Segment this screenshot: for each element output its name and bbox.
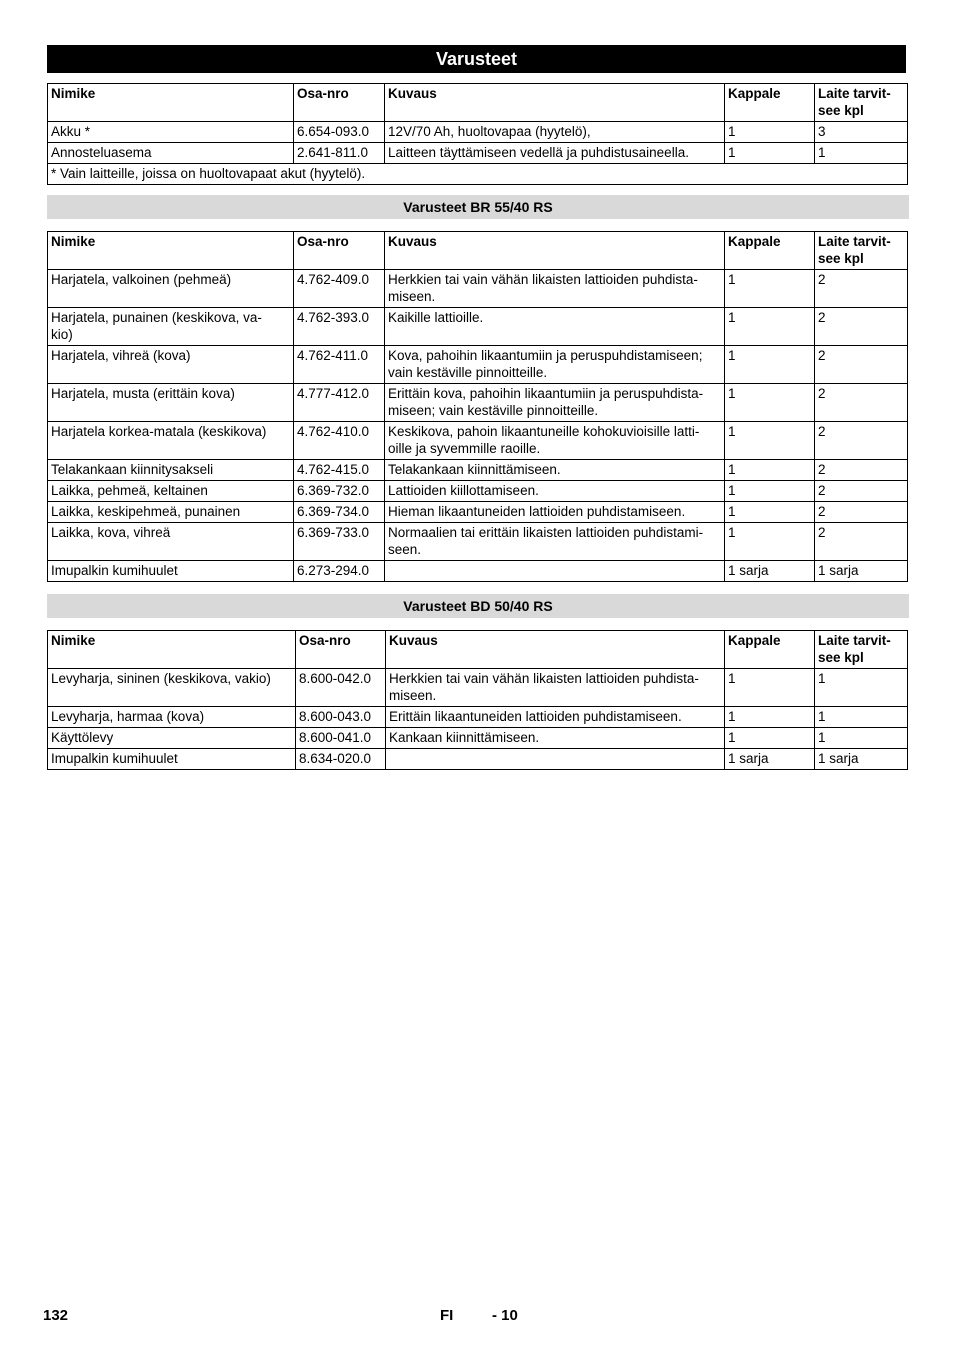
table-row bbox=[48, 422, 908, 460]
cell-required-qty: 1 bbox=[815, 707, 908, 728]
cell-name: Akku * bbox=[48, 122, 294, 143]
column-header-quantity: Kappale bbox=[725, 631, 815, 669]
cell-description: Erittäin likaantuneiden lattioiden puhdistamiseen. bbox=[386, 707, 725, 728]
cell-required-qty: 2 bbox=[815, 422, 908, 460]
cell-required-qty: 2 bbox=[815, 481, 908, 502]
cell-description: Telakankaan kiinnittämiseen. bbox=[385, 460, 725, 481]
cell-name: Imupalkin kumihuulet bbox=[48, 561, 294, 582]
cell-description: Kaikille lattioille. bbox=[385, 308, 725, 346]
cell-description: Hieman likaantuneiden lattioiden puhdistamiseen. bbox=[385, 502, 725, 523]
cell-name: Harjatela, valkoinen (pehmeä) bbox=[48, 270, 294, 308]
cell-description: Herkkien tai vain vähän likaisten lattioiden puhdista- miseen. bbox=[386, 669, 725, 707]
cell-quantity: 1 bbox=[725, 707, 815, 728]
table-row bbox=[48, 270, 908, 308]
table-header-row bbox=[48, 84, 908, 122]
column-header-part-number: Osa-nro bbox=[294, 84, 385, 122]
cell-quantity: 1 bbox=[725, 270, 815, 308]
cell-quantity: 1 bbox=[725, 523, 815, 561]
accessories-bd-table bbox=[47, 630, 908, 770]
cell-description: Keskikova, pahoin likaantuneille kohokuvioisille latti- oille ja syvemmille raoille. bbox=[385, 422, 725, 460]
cell-part-number: 4.762-415.0 bbox=[294, 460, 385, 481]
cell-required-qty: 2 bbox=[815, 460, 908, 481]
cell-description: Erittäin kova, pahoihin likaantumiin ja peruspuhdista- miseen; vain kestäville pinnoitteille. bbox=[385, 384, 725, 422]
table-row bbox=[48, 749, 908, 770]
cell-required-qty: 1 bbox=[815, 728, 908, 749]
cell-required-qty: 2 bbox=[815, 502, 908, 523]
table-row bbox=[48, 502, 908, 523]
cell-part-number: 8.600-043.0 bbox=[296, 707, 386, 728]
cell-description: Kova, pahoihin likaantumiin ja peruspuhdistamiseen; vain kestäville pinnoitteille. bbox=[385, 346, 725, 384]
table-header-row bbox=[48, 232, 908, 270]
section-title-br: Varusteet BR 55/40 RS bbox=[47, 195, 909, 219]
column-header-required-qty: Laite tarvit- see kpl bbox=[815, 232, 908, 270]
cell-required-qty: 2 bbox=[815, 346, 908, 384]
table-row bbox=[48, 346, 908, 384]
cell-description bbox=[385, 561, 725, 582]
cell-quantity: 1 bbox=[725, 728, 815, 749]
cell-part-number: 4.777-412.0 bbox=[294, 384, 385, 422]
table-row bbox=[48, 523, 908, 561]
cell-quantity: 1 bbox=[725, 481, 815, 502]
cell-part-number: 6.369-734.0 bbox=[294, 502, 385, 523]
cell-quantity: 1 bbox=[725, 308, 815, 346]
cell-quantity: 1 bbox=[725, 669, 815, 707]
column-header-part-number: Osa-nro bbox=[296, 631, 386, 669]
column-header-required-qty: Laite tarvit- see kpl bbox=[815, 631, 908, 669]
cell-quantity: 1 bbox=[725, 502, 815, 523]
cell-description: 12V/70 Ah, huoltovapaa (hyytelö), bbox=[385, 122, 725, 143]
section-title-bd: Varusteet BD 50/40 RS bbox=[47, 594, 909, 618]
cell-quantity: 1 bbox=[725, 122, 815, 143]
cell-part-number: 4.762-411.0 bbox=[294, 346, 385, 384]
table-row bbox=[48, 460, 908, 481]
cell-quantity: 1 bbox=[725, 460, 815, 481]
table-row bbox=[48, 122, 908, 143]
cell-required-qty: 2 bbox=[815, 523, 908, 561]
cell-description: Kankaan kiinnittämiseen. bbox=[386, 728, 725, 749]
table-row bbox=[48, 384, 908, 422]
cell-name: Harjatela, punainen (keskikova, va- kio) bbox=[48, 308, 294, 346]
cell-description: Lattioiden kiillottamiseen. bbox=[385, 481, 725, 502]
cell-part-number: 2.641-811.0 bbox=[294, 143, 385, 164]
cell-part-number: 4.762-409.0 bbox=[294, 270, 385, 308]
cell-part-number: 6.654-093.0 bbox=[294, 122, 385, 143]
cell-quantity: 1 bbox=[725, 346, 815, 384]
cell-name: Käyttölevy bbox=[48, 728, 296, 749]
table-row bbox=[48, 728, 908, 749]
cell-name: Harjatela, musta (erittäin kova) bbox=[48, 384, 294, 422]
cell-name: Laikka, pehmeä, keltainen bbox=[48, 481, 294, 502]
cell-part-number: 8.634-020.0 bbox=[296, 749, 386, 770]
cell-description: Herkkien tai vain vähän likaisten lattioiden puhdista- miseen. bbox=[385, 270, 725, 308]
cell-name: Laikka, keskipehmeä, punainen bbox=[48, 502, 294, 523]
cell-quantity: 1 bbox=[725, 143, 815, 164]
table-row bbox=[48, 308, 908, 346]
column-header-name: Nimike bbox=[48, 232, 294, 270]
column-header-name: Nimike bbox=[48, 84, 294, 122]
cell-required-qty: 2 bbox=[815, 270, 908, 308]
column-header-part-number: Osa-nro bbox=[294, 232, 385, 270]
table-header-row bbox=[48, 631, 908, 669]
cell-name: Levyharja, sininen (keskikova, vakio) bbox=[48, 669, 296, 707]
column-header-quantity: Kappale bbox=[725, 232, 815, 270]
cell-quantity: 1 bbox=[725, 422, 815, 460]
column-header-description: Kuvaus bbox=[385, 232, 725, 270]
column-header-description: Kuvaus bbox=[386, 631, 725, 669]
cell-required-qty: 1 bbox=[815, 143, 908, 164]
cell-name: Levyharja, harmaa (kova) bbox=[48, 707, 296, 728]
cell-description bbox=[386, 749, 725, 770]
cell-required-qty: 1 sarja bbox=[815, 749, 908, 770]
accessories-br-table bbox=[47, 231, 908, 582]
cell-part-number: 8.600-041.0 bbox=[296, 728, 386, 749]
cell-part-number: 6.273-294.0 bbox=[294, 561, 385, 582]
sub-page-number: - 10 bbox=[492, 1307, 518, 1324]
table-row bbox=[48, 143, 908, 164]
cell-part-number: 4.762-410.0 bbox=[294, 422, 385, 460]
cell-name: Laikka, kova, vihreä bbox=[48, 523, 294, 561]
table-row bbox=[48, 481, 908, 502]
cell-part-number: 4.762-393.0 bbox=[294, 308, 385, 346]
column-header-description: Kuvaus bbox=[385, 84, 725, 122]
cell-description: Normaalien tai erittäin likaisten lattioiden puhdistami- seen. bbox=[385, 523, 725, 561]
table-row bbox=[48, 707, 908, 728]
cell-name: Harjatela, vihreä (kova) bbox=[48, 346, 294, 384]
column-header-name: Nimike bbox=[48, 631, 296, 669]
cell-required-qty: 1 bbox=[815, 669, 908, 707]
cell-name: Harjatela korkea-matala (keskikova) bbox=[48, 422, 294, 460]
cell-required-qty: 1 sarja bbox=[815, 561, 908, 582]
cell-required-qty: 2 bbox=[815, 384, 908, 422]
cell-quantity: 1 sarja bbox=[725, 749, 815, 770]
cell-name: Annosteluasema bbox=[48, 143, 294, 164]
column-header-quantity: Kappale bbox=[725, 84, 815, 122]
table-row bbox=[48, 669, 908, 707]
column-header-required-qty: Laite tarvit- see kpl bbox=[815, 84, 908, 122]
page-number: 132 bbox=[43, 1307, 69, 1324]
language-code: FI bbox=[440, 1307, 454, 1324]
page-title: Varusteet bbox=[47, 45, 906, 73]
cell-required-qty: 2 bbox=[815, 308, 908, 346]
table-row bbox=[48, 561, 908, 582]
cell-quantity: 1 sarja bbox=[725, 561, 815, 582]
accessories-table bbox=[47, 83, 908, 185]
cell-part-number: 8.600-042.0 bbox=[296, 669, 386, 707]
cell-part-number: 6.369-732.0 bbox=[294, 481, 385, 502]
cell-quantity: 1 bbox=[725, 384, 815, 422]
cell-name: Telakankaan kiinnitysakseli bbox=[48, 460, 294, 481]
cell-required-qty: 3 bbox=[815, 122, 908, 143]
cell-name: Imupalkin kumihuulet bbox=[48, 749, 296, 770]
cell-part-number: 6.369-733.0 bbox=[294, 523, 385, 561]
footnote: * Vain laitteille, joissa on huoltovapaat akut (hyytelö). bbox=[48, 164, 908, 185]
cell-description: Laitteen täyttämiseen vedellä ja puhdistusaineella. bbox=[385, 143, 725, 164]
